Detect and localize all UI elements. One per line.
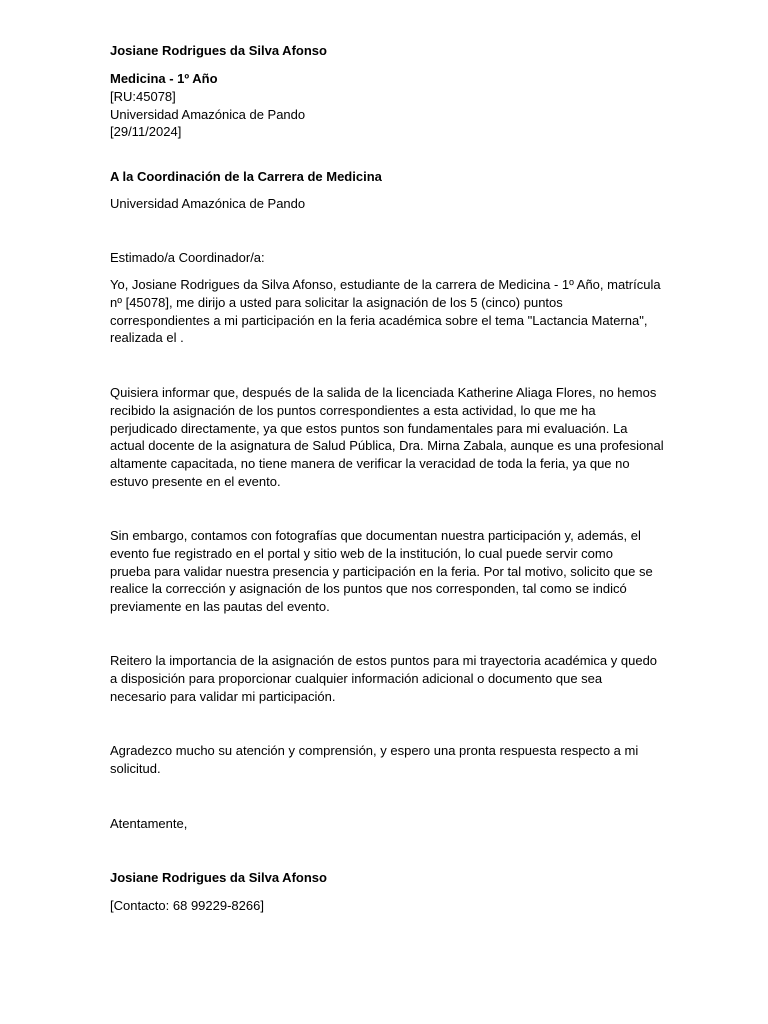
recipient-title: A la Coordinación de la Carrera de Medicina [110,169,382,184]
signature-name: Josiane Rodrigues da Silva Afonso [110,870,327,885]
paragraph-line: necesario para validar mi participación. [110,688,336,704]
paragraph-line: Quisiera informar que, después de la salida de la licenciada Katherine Aliaga Flores, no hemos [110,385,657,400]
paragraph-line: evento fue registrado en el portal y sitio web de la institución, lo cual puede servir como [110,545,613,561]
body-paragraph-3 [110,527,670,616]
paragraph-line: correspondientes a mi participación en la feria académica sobre el tema "Lactancia Materna", [110,312,648,328]
paragraph-line: Agradezco mucho su atención y comprensión, y espero una pronta respuesta respecto a mi [110,743,639,758]
body-paragraph-5 [110,742,670,778]
paragraph-line: realizada el . [110,330,184,346]
paragraph-line: prueba para validar nuestra presencia y participación en la feria. Por tal motivo, solicito que se [110,563,653,579]
sender-university: Universidad Amazónica de Pando [110,106,306,122]
paragraph-line: Reitero la importancia de la asignación de estos puntos para mi trayectoria académica y quedo [110,653,658,668]
closing: Atentamente, [110,816,188,831]
paragraph-line: Sin embargo, contamos con fotografías que documentan nuestra participación y, además, el [110,528,641,543]
sender-date: [29/11/2024] [110,124,182,140]
sender-ru: [RU:45078] [110,88,176,104]
paragraph-line: Yo, Josiane Rodrigues da Silva Afonso, estudiante de la carrera de Medicina - 1º Año, matrícula [110,277,661,292]
paragraph-line: a disposición para proporcionar cualquier información adicional o documento que sea [110,670,603,686]
paragraph-line: perjudicado directamente, ya que estos puntos son fundamentales para mi evaluación. La [110,420,628,436]
body-paragraph-1 [110,276,670,347]
signature-contact: [Contacto: 68 99229-8266] [110,898,264,913]
recipient-institution: Universidad Amazónica de Pando [110,196,306,211]
salutation: Estimado/a Coordinador/a: [110,250,265,265]
paragraph-line: realice la corrección y asignación de los puntos que nos corresponden, tal como se indicó [110,581,627,597]
paragraph-line: altamente capacitada, no tiene manera de verificar la veracidad de toda la feria, ya que no [110,456,630,472]
paragraph-line: actual docente de la asignatura de Salud Pública, Dra. Mirna Zabala, aunque es una profesional [110,438,664,454]
sender-program: Medicina - 1º Año [110,71,218,86]
paragraph-line: recibido la asignación de los puntos correspondientes a esta actividad, lo que me ha [110,402,596,418]
paragraph-line: nº [45078], me dirijo a usted para solicitar la asignación de los 5 (cinco) puntos [110,294,563,310]
body-paragraph-2 [110,384,670,491]
sender-name-header: Josiane Rodrigues da Silva Afonso [110,43,327,58]
body-paragraph-4 [110,652,670,705]
paragraph-line: estuvo presente en el evento. [110,473,281,489]
paragraph-line: previamente en las pautas del evento. [110,599,330,615]
sender-block [110,70,670,141]
paragraph-line: solicitud. [110,760,161,776]
